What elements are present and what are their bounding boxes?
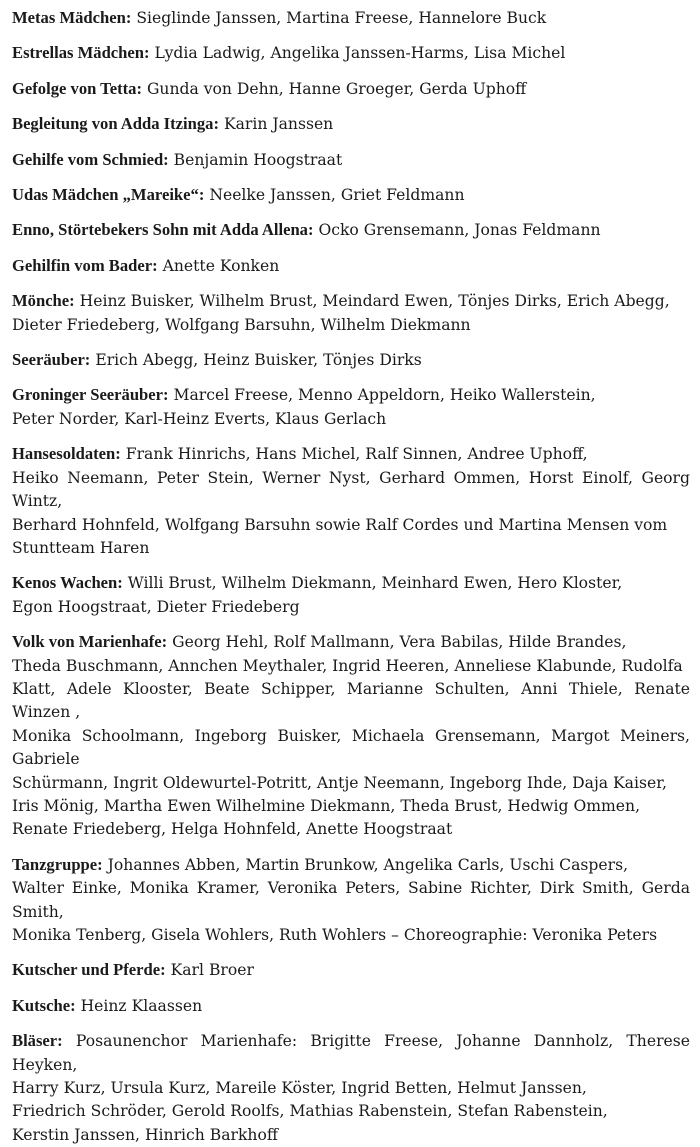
- cast-names: Karin Janssen: [223, 115, 334, 134]
- cast-entry-kenos-wachen: [12, 571, 690, 619]
- cast-entry-volk-marienhafe: [12, 630, 690, 842]
- role-label: Volk von Marienhafe:: [12, 632, 168, 652]
- role-label: Kenos Wachen:: [12, 573, 123, 593]
- cast-names: Heinz Buisker, Wilhelm Brust, Meindard Ewen, Tönjes Dirks, Erich Abegg, Dieter Friedeberg, Wolfgang Barsuhn, Wilhelm Diekmann: [12, 292, 670, 334]
- role-label: Begleitung von Adda Itzinga:: [12, 114, 219, 134]
- role-label: Estrellas Mädchen:: [12, 43, 150, 63]
- cast-entry-kutsche: [12, 994, 690, 1018]
- cast-entry-begleitung-adda: [12, 112, 690, 136]
- cast-entry-metas-maedchen: [12, 6, 690, 30]
- role-label: Kutscher und Pferde:: [12, 960, 166, 980]
- cast-entry-moenche: [12, 289, 690, 337]
- cast-names: Gunda von Dehn, Hanne Groeger, Gerda Uphoff: [146, 79, 527, 98]
- role-label: Udas Mädchen „Mareike“:: [12, 185, 205, 205]
- cast-entry-gefolge-tetta: [12, 77, 690, 101]
- cast-entry-hansesoldaten: [12, 442, 690, 560]
- role-label: Tanzgruppe:: [12, 854, 103, 874]
- role-label: Mönche:: [12, 291, 75, 311]
- cast-names: Neelke Janssen, Griet Feldmann: [209, 186, 465, 205]
- cast-entry-enno: [12, 218, 690, 242]
- role-label: Hansesoldaten:: [12, 444, 121, 464]
- cast-names: Frank Hinrichs, Hans Michel, Ralf Sinnen, Andree Uphoff, Heiko Neemann, Peter Stein, Werner Nyst, Gerhard Ommen, Horst Einolf, Georg Wintz, Berhard Hohnfeld, Wolfgang Barsuhn sowie Ralf Cordes und Martina Mensen vom Stuntteam Haren: [12, 445, 690, 557]
- cast-names: Sieglinde Janssen, Martina Freese, Hannelore Buck: [136, 9, 547, 27]
- cast-names: Marcel Freese, Menno Appeldorn, Heiko Wallerstein, Peter Norder, Karl-Heinz Everts, Klaus Gerlach: [12, 386, 596, 428]
- cast-names: Benjamin Hoogstraat: [173, 150, 343, 169]
- cast-entry-tanzgruppe: [12, 853, 690, 948]
- role-label: Bläser:: [12, 1031, 63, 1051]
- cast-names: Willi Brust, Wilhelm Diekmann, Meinhard Ewen, Hero Kloster, Egon Hoogstraat, Dieter Friedeberg: [12, 574, 623, 616]
- cast-entry-seeraeuber: [12, 348, 690, 372]
- cast-entry-estrellas-maedchen: [12, 41, 690, 65]
- cast-entry-udas-maedchen: [12, 183, 690, 207]
- role-label: Gehilfe vom Schmied:: [12, 149, 169, 169]
- cast-names: Anette Konken: [162, 256, 280, 275]
- cast-names: Karl Broer: [170, 961, 254, 980]
- role-label: Gehilfin vom Bader:: [12, 255, 158, 275]
- cast-names: Georg Hehl, Rolf Mallmann, Vera Babilas, Hilde Brandes, Theda Buschmann, Annchen Meythaler, Ingrid Heeren, Anneliese Klabunde, Rudolfa Klatt, Adele Klooster, Beate Schipper, Marianne Schulten, Anni Thiele, Renate Winzen , Monika Schoolmann, Ingeborg Buisker, Michaela Grensemann, Margot Meiners, Gabriele Schürmann, Ingrit Oldewurtel-Potritt, Antje Neemann, Ingeborg Ihde, Daja Kaiser, Iris Mönig, Martha Ewen Wilhelmine Diekmann, Theda Brust, Hedwig Ommen, Renate Friedeberg, Helga Hohnfeld, Anette Hoogstraat: [12, 633, 690, 839]
- cast-names: Johannes Abben, Martin Brunkow, Angelika Carls, Uschi Caspers, Walter Einke, Monika Kramer, Veronika Peters, Sabine Richter, Dirk Smith, Gerda Smith, Monika Tenberg, Gisela Wohlers, Ruth Wohlers – Choreographie: Veronika Peters: [12, 855, 690, 944]
- role-label: Gefolge von Tetta:: [12, 78, 142, 98]
- cast-names: Erich Abegg, Heinz Buisker, Tönjes Dirks: [95, 351, 422, 370]
- cast-names: Heinz Klaassen: [80, 996, 203, 1015]
- cast-names: Ocko Grensemann, Jonas Feldmann: [318, 221, 601, 240]
- role-label: Kutsche:: [12, 995, 76, 1015]
- cast-names: Posaunenchor Marienhafe: Brigitte Freese, Johanne Dannholz, Therese Heyken, Harry Kurz, Ursula Kurz, Mareile Köster, Ingrid Betten, Helmut Janssen, Friedrich Schröder, Gerold Roolfs, Mathias Rabenstein, Stefan Rabenstein, Kerstin Janssen, Hinrich Barkhoff: [12, 1032, 690, 1144]
- cast-entry-blaeser: [12, 1029, 690, 1147]
- cast-entry-gehilfe-schmied: [12, 148, 690, 172]
- role-label: Seeräuber:: [12, 350, 91, 370]
- cast-entry-kutscher-pferde: [12, 958, 690, 982]
- role-label: Groninger Seeräuber:: [12, 385, 169, 405]
- cast-entry-gehilfin-bader: [12, 254, 690, 278]
- role-label: Enno, Störtebekers Sohn mit Adda Allena:: [12, 220, 314, 240]
- cast-entry-groninger-seeraeuber: [12, 383, 690, 431]
- role-label: Metas Mädchen:: [12, 8, 132, 27]
- cast-names: Lydia Ladwig, Angelika Janssen-Harms, Lisa Michel: [154, 44, 566, 63]
